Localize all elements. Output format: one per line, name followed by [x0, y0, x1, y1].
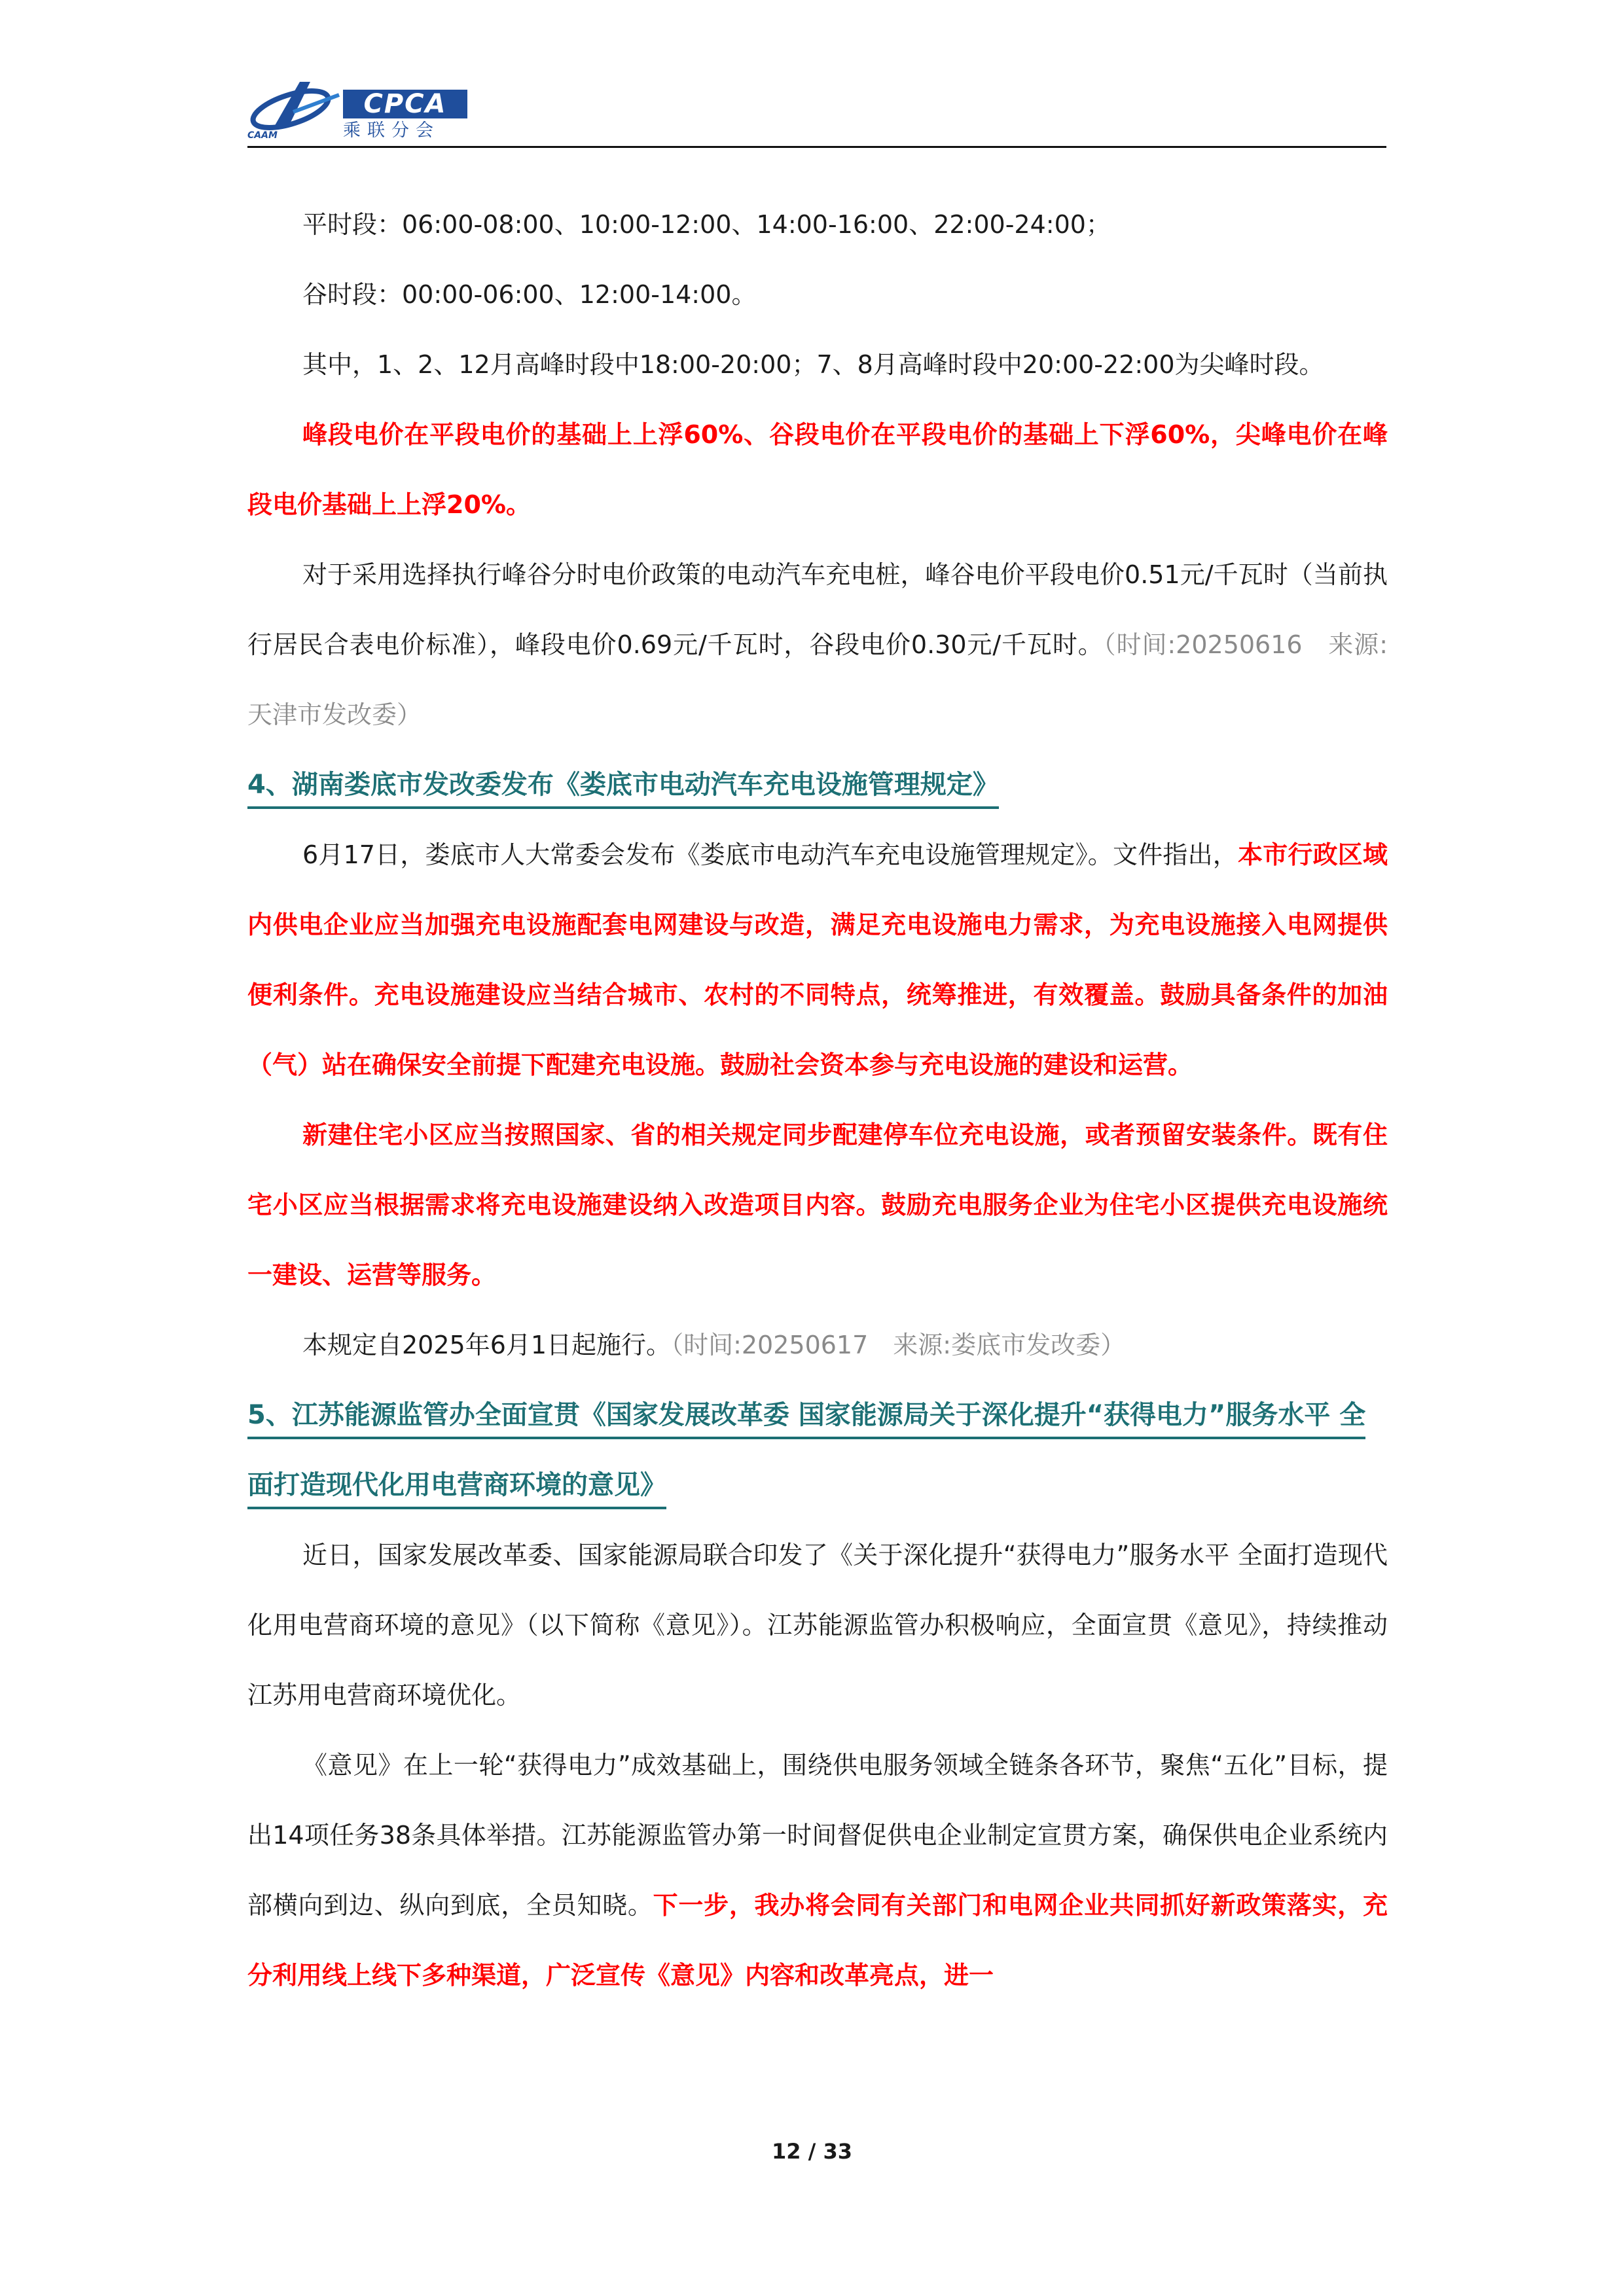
paragraph-valley-period: 谷时段：00:00-06:00、12:00-14:00。 — [302, 280, 757, 309]
loudi-intro-text: 6月17日，娄底市人大常委会发布《娄底市电动汽车充电设施管理规定》。文件指出， — [302, 840, 1238, 869]
paragraph-effective-date — [247, 1310, 1388, 1380]
section-heading-4 — [247, 750, 1388, 820]
next-step-emphasis: 下一步，我办将会同有关部门和电网企业共同抓好新政策落实，充分利用线上线下多种渠道，广泛宣传《意见》内容和改革亮点，进一 — [247, 1891, 1388, 1990]
paragraph-flat-period: 平时段：06:00-08:00、10:00-12:00、14:00-16:00、22:00-24:00； — [302, 210, 1111, 239]
source-meta: （时间:20250617 来源:娄底市发改委） — [671, 1331, 1126, 1359]
document-body — [247, 190, 1388, 2011]
section-title: 5、江苏能源监管办全面宣贯《国家发展改革委 国家能源局关于深化提升“获得电力”服务水平 全面打造现代化用电营商环境的意见》 — [247, 1400, 1365, 1509]
source-meta: （时间:20250616 来源:天津市发改委） — [247, 630, 1388, 729]
opinion-text: 《意见》在上一轮“获得电力”成效基础上，围绕供电服务领域全链条各环节，聚焦“五化”目标，提出14项任务38条具体举措。江苏能源监管办第一时间督促供电企业制定宣贯方案，确保供电企业系统内部横向到边、纵向到底，全员知晓。 — [247, 1751, 1388, 1920]
section-heading-5 — [247, 1380, 1388, 1520]
logo-swoosh-icon — [247, 75, 346, 134]
logo-caam-text: CAAM — [247, 130, 278, 141]
paragraph-peak-note: 其中，1、2、12月高峰时段中18:00-20:00；7、8月高峰时段中20:00-22:00为尖峰时段。 — [302, 350, 1324, 379]
loudi-emphasis-text: 本市行政区域内供电企业应当加强充电设施配套电网建设与改造，满足充电设施电力需求，为充电设施接入电网提供便利条件。充电设施建设应当结合城市、农村的不同特点，统筹推进，有效覆盖。鼓励具备条件的加油（气）站在确保安全前提下配建充电设施。鼓励社会资本参与充电设施的建设和运营。 — [247, 840, 1388, 1079]
cpca-logo — [247, 75, 483, 141]
paragraph-price-float: 峰段电价在平段电价的基础上上浮60%、谷段电价在平段电价的基础上下浮60%，尖峰电价在峰段电价基础上上浮20%。 — [247, 420, 1388, 519]
header-divider — [247, 146, 1386, 148]
section-title: 4、湖南娄底市发改委发布《娄底市电动汽车充电设施管理规定》 — [247, 770, 999, 809]
paragraph-loudi-rule — [247, 820, 1388, 1100]
effective-date-text: 本规定自2025年6月1日起施行。 — [302, 1331, 672, 1359]
logo-brand-text: CPCA — [343, 90, 467, 118]
paragraph-jiangsu-opinion — [247, 1731, 1388, 2011]
logo-subtitle: 乘联分会 — [343, 120, 440, 141]
page-header — [247, 62, 1386, 147]
ev-price-text: 对于采用选择执行峰谷分时电价政策的电动汽车充电桩，峰谷电价平段电价0.51元/千瓦时（当前执行居民合表电价标准），峰段电价0.69元/千瓦时，谷段电价0.30元/千瓦时。 — [247, 560, 1388, 659]
paragraph-ev-charging-price — [247, 540, 1388, 750]
paragraph-jiangsu-intro: 近日，国家发展改革委、国家能源局联合印发了《关于深化提升“获得电力”服务水平 全面打造现代化用电营商环境的意见》（以下简称《意见》）。江苏能源监管办积极响应，全面宣贯《意见》，持续推动江苏用电营商环境优化。 — [247, 1541, 1388, 1710]
page-number: 12 / 33 — [771, 2139, 853, 2164]
paragraph-residential-charging: 新建住宅小区应当按照国家、省的相关规定同步配建停车位充电设施，或者预留安装条件。既有住宅小区应当根据需求将充电设施建设纳入改造项目内容。鼓励充电服务企业为住宅小区提供充电设施统一建设、运营等服务。 — [247, 1121, 1388, 1289]
